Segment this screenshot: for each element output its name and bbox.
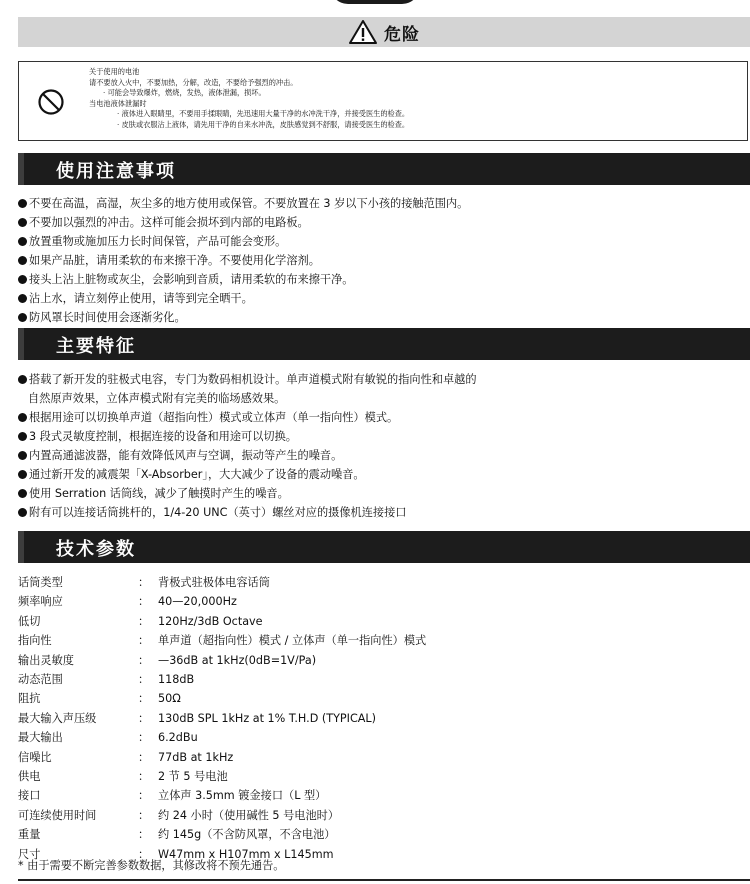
spec-key: 指向性 — [18, 634, 52, 648]
spec-colon: ： — [138, 808, 150, 822]
list-item: 接头上沾上脏物或灰尘，会影响到音质，请用柔软的布来擦干净。 — [18, 270, 468, 289]
spec-colon: ： — [138, 692, 150, 706]
specs-footnote: * 由于需要不断完善参数数据，其修改将不预先通告。 — [18, 859, 285, 872]
danger-title: 危险 — [384, 24, 420, 45]
precautions-list — [18, 194, 468, 327]
spec-colon: ： — [138, 828, 150, 842]
features-list — [18, 370, 477, 522]
spec-value: 约 24 小时（使用碱性 5 号电池时） — [158, 808, 340, 822]
list-item: 不要在高温，高湿，灰尘多的地方使用或保管。不要放置在 3 岁以下小孩的接触范围内。 — [18, 194, 468, 213]
precautions-header — [18, 153, 750, 185]
warning-triangle-icon — [348, 19, 378, 45]
spec-row — [18, 748, 426, 767]
bullet-dot-icon — [18, 489, 27, 498]
spec-key: 低切 — [18, 614, 41, 628]
battery-warning-text — [89, 67, 409, 130]
spec-value: 6.2dBu — [158, 731, 198, 745]
list-item-continuation: 自然原声效果，立体声模式附有完美的临场感效果。 — [28, 392, 286, 405]
warning-line: · 皮肤或衣服沾上液体，请先用干净的自来水冲洗，皮肤感觉到不舒服，请接受医生的检查。 — [117, 119, 410, 129]
spec-key: 最大输入声压级 — [18, 711, 97, 725]
list-item: 附有可以连接话筒挑杆的，1/4-20 UNC（英寸）螺丝对应的摄像机连接接口 — [18, 503, 477, 522]
bullet-dot-icon — [18, 218, 27, 227]
spec-row — [18, 806, 426, 825]
warning-line: 请不要放入火中，不要加热，分解，改造，不要给予强烈的冲击。 — [89, 77, 298, 87]
bullet-dot-icon — [18, 413, 27, 422]
spec-value: 2 节 5 号电池 — [158, 770, 228, 784]
warning-line: 关于使用的电池 — [89, 67, 140, 76]
spec-colon: ： — [138, 673, 150, 687]
spec-value: 40—20,000Hz — [158, 595, 237, 609]
spec-key: 话筒类型 — [18, 576, 63, 589]
spec-value: W47mm x H107mm x L145mm — [158, 847, 334, 861]
spec-key: 供电 — [18, 770, 41, 784]
specs-title: 技术参数 — [56, 539, 136, 560]
top-decoration — [330, 0, 420, 4]
warning-line: · 液体进入眼睛里，不要用手揉眼睛，先迅速用大量干净的水冲洗干净，并接受医生的检查。 — [117, 109, 410, 118]
list-item: 防风罩长时间使用会逐渐劣化。 — [18, 308, 468, 327]
spec-row — [18, 612, 426, 631]
warning-line: 当电池液体泄漏时 — [89, 98, 147, 108]
spec-colon: ： — [138, 711, 150, 725]
list-item: 如果产品脏，请用柔软的布来擦干净。不要使用化学溶剂。 — [18, 251, 468, 270]
warning-line: · 可能会导致爆炸，燃烧，发热，液体泄漏，损坏。 — [103, 88, 266, 97]
spec-colon: ： — [138, 595, 150, 609]
spec-value: 立体声 3.5mm 镀金接口（L 型） — [158, 789, 327, 803]
spec-row — [18, 689, 426, 708]
spec-value: 单声道（超指向性）模式 / 立体声（单一指向性）模式 — [158, 634, 427, 648]
spec-row — [18, 631, 426, 650]
precautions-title: 使用注意事项 — [56, 161, 176, 182]
danger-header — [18, 17, 750, 47]
bullet-dot-icon — [18, 294, 27, 303]
bullet-dot-icon — [18, 237, 27, 246]
spec-colon: ： — [138, 576, 150, 589]
spec-row — [18, 670, 426, 689]
spec-colon: ： — [138, 614, 150, 628]
features-header — [18, 328, 750, 360]
spec-key: 尺寸 — [18, 847, 41, 861]
spec-key: 信噪比 — [18, 750, 52, 764]
spec-value: 约 145g（不含防风罩，不含电池） — [158, 828, 336, 842]
bullet-dot-icon — [18, 375, 27, 384]
list-item: 沾上水，请立刻停止使用，请等到完全晒干。 — [18, 289, 468, 308]
spec-key: 频率响应 — [18, 595, 63, 609]
spec-value: 118dB — [158, 673, 195, 687]
prohibition-icon — [37, 88, 65, 116]
list-item: 内置高通滤波器，能有效降低风声与空调，振动等产生的噪音。 — [18, 446, 477, 465]
list-item: 搭载了新开发的驻极式电容，专门为数码相机设计。单声道模式附有敏锐的指向性和卓越的 — [18, 370, 477, 389]
bullet-dot-icon — [18, 432, 27, 441]
spec-row — [18, 728, 426, 747]
spec-key: 阻抗 — [18, 692, 41, 706]
spec-colon: ： — [138, 750, 150, 764]
features-title: 主要特征 — [56, 336, 136, 357]
spec-key: 最大输出 — [18, 731, 63, 745]
spec-key: 重量 — [18, 828, 41, 842]
spec-key: 可连续使用时间 — [18, 808, 97, 822]
spec-key: 输出灵敏度 — [18, 653, 74, 667]
spec-value: 120Hz/3dB Octave — [158, 614, 263, 628]
list-item: 3 段式灵敏度控制，根据连接的设备和用途可以切换。 — [18, 427, 477, 446]
spec-colon: ： — [138, 731, 150, 745]
spec-colon: ： — [138, 653, 150, 667]
spec-colon: ： — [138, 770, 150, 784]
bullet-dot-icon — [18, 508, 27, 517]
specs-header — [18, 531, 750, 563]
spec-key: 接口 — [18, 789, 41, 803]
list-item: 使用 Serration 话筒线，减少了触摸时产生的噪音。 — [18, 484, 477, 503]
spec-row — [18, 651, 426, 670]
spec-value: 50Ω — [158, 692, 181, 706]
spec-row — [18, 709, 426, 728]
spec-value: 77dB at 1kHz — [158, 750, 234, 764]
list-item: 放置重物或施加压力长时间保管，产品可能会变形。 — [18, 232, 468, 251]
spec-colon: ： — [138, 634, 150, 648]
spec-row — [18, 573, 426, 592]
spec-value: 130dB SPL 1kHz at 1% T.H.D (TYPICAL) — [158, 711, 377, 725]
battery-warning-box — [18, 61, 748, 141]
bullet-dot-icon — [18, 256, 27, 265]
bullet-dot-icon — [18, 313, 27, 322]
spec-row — [18, 786, 426, 805]
bottom-divider — [18, 879, 750, 881]
spec-value: —36dB at 1kHz(0dB=1V/Pa) — [158, 653, 317, 667]
specs-table — [18, 573, 426, 864]
bullet-dot-icon — [18, 199, 27, 208]
spec-row — [18, 767, 426, 786]
bullet-dot-icon — [18, 470, 27, 479]
list-item: 不要加以强烈的冲击。这样可能会损坏到内部的电路板。 — [18, 213, 468, 232]
spec-key: 动态范围 — [18, 673, 63, 687]
bullet-dot-icon — [18, 451, 27, 460]
list-item: 通过新开发的减震架「X-Absorber」，大大减少了设备的震动噪音。 — [18, 465, 477, 484]
list-item: 根据用途可以切换单声道（超指向性）模式或立体声（单一指向性）模式。 — [18, 408, 477, 427]
spec-colon: ： — [138, 847, 150, 861]
spec-row — [18, 825, 426, 844]
bullet-dot-icon — [18, 275, 27, 284]
spec-value: 背极式驻极体电容话筒 — [158, 576, 270, 589]
spec-row — [18, 592, 426, 611]
spec-colon: ： — [138, 789, 150, 803]
